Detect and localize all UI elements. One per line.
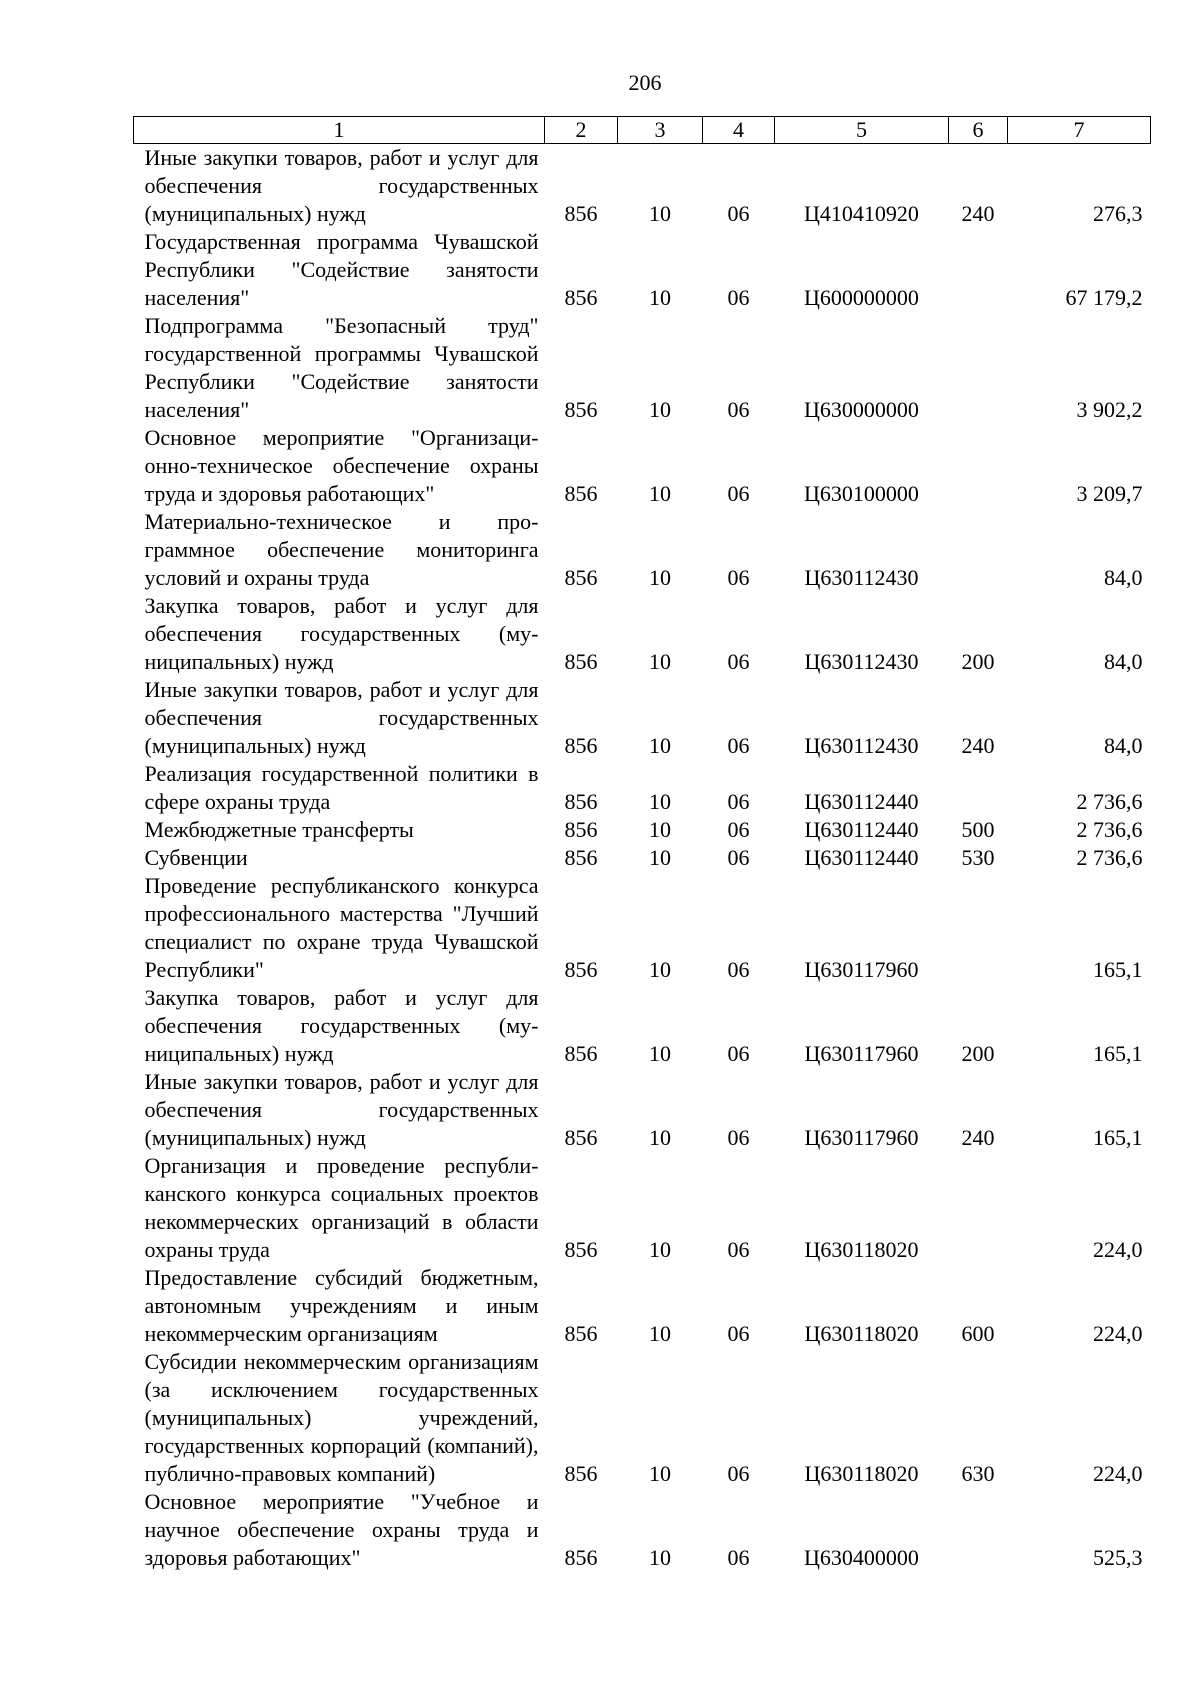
cell-amount: 67 179,2 xyxy=(1065,285,1143,310)
cell-target-article: Ц630117960 xyxy=(804,1125,919,1150)
cell-subsection: 06 xyxy=(727,285,750,310)
cell-subsection: 06 xyxy=(727,1545,750,1570)
cell-subsection: 06 xyxy=(727,1461,750,1486)
table-row xyxy=(134,1152,1151,1264)
cell-ministry-code: 856 xyxy=(564,1321,598,1346)
cell-expense-type: 240 xyxy=(961,201,995,226)
cell-expense-type xyxy=(949,760,1008,816)
cell-subsection: 06 xyxy=(727,1237,750,1262)
cell-amount: 2 736,6 xyxy=(1076,789,1143,814)
cell-section: 10 xyxy=(649,397,671,422)
table-row xyxy=(134,760,1151,816)
cell-amount: 165,1 xyxy=(1093,957,1143,982)
header-col-7: 7 xyxy=(1008,117,1151,144)
item-name: Основное мероприятие "Учебное и научное обеспечение охраны труда и здоровья работающих" xyxy=(144,1489,539,1570)
cell-section: 10 xyxy=(649,733,671,758)
cell-amount: 165,1 xyxy=(1093,1125,1143,1150)
table-row xyxy=(134,508,1151,592)
cell-target-article: Ц630112430 xyxy=(804,649,919,674)
budget-table xyxy=(133,116,1151,1572)
cell-section: 10 xyxy=(649,201,671,226)
cell-ministry-code: 856 xyxy=(564,481,598,506)
cell-section: 10 xyxy=(649,1237,671,1262)
cell-subsection: 06 xyxy=(727,817,750,842)
cell-expense-type: 500 xyxy=(961,817,995,842)
cell-subsection: 06 xyxy=(727,649,750,674)
cell-ministry-code: 856 xyxy=(564,1545,598,1570)
cell-ministry-code: 856 xyxy=(564,845,598,870)
table-row xyxy=(134,1488,1151,1572)
cell-expense-type xyxy=(949,312,1008,424)
cell-target-article: Ц630112430 xyxy=(804,733,919,758)
item-name: Подпрограмма "Безопасный труд" государственной программы Чувашской Республики "Содействие занятости населения" xyxy=(144,313,539,422)
cell-section: 10 xyxy=(649,817,671,842)
table-row xyxy=(134,592,1151,676)
cell-amount: 224,0 xyxy=(1093,1321,1143,1346)
cell-amount: 84,0 xyxy=(1104,733,1143,758)
cell-amount: 165,1 xyxy=(1093,1041,1143,1066)
table-row xyxy=(134,1264,1151,1348)
cell-subsection: 06 xyxy=(727,397,750,422)
cell-target-article: Ц630400000 xyxy=(804,1545,919,1570)
cell-target-article: Ц630117960 xyxy=(804,1041,919,1066)
cell-section: 10 xyxy=(649,1461,671,1486)
cell-subsection: 06 xyxy=(727,733,750,758)
cell-ministry-code: 856 xyxy=(564,1461,598,1486)
item-name: Иные закупки товаров, работ и услуг для обеспечения государственных (муниципальных) нужд xyxy=(144,145,539,226)
item-name: Субсидии некоммерческим организациям (за исключением государственных (муниципальных) учреждений, государственных корпораций (компаний), публично-правовых компаний) xyxy=(144,1349,539,1486)
cell-section: 10 xyxy=(649,957,671,982)
cell-target-article: Ц630100000 xyxy=(804,481,919,506)
item-name: Материально-техническое и программное обеспечение мониторинга условий и охраны труда xyxy=(144,509,539,590)
cell-expense-type xyxy=(949,872,1008,984)
cell-target-article: Ц630112430 xyxy=(804,565,919,590)
cell-target-article: Ц600000000 xyxy=(804,285,919,310)
table-row xyxy=(134,228,1151,312)
cell-ministry-code: 856 xyxy=(564,201,598,226)
item-name: Закупка товаров, работ и услуг для обеспечения государственных (муниципальных) нужд xyxy=(144,593,539,674)
header-row xyxy=(134,117,1151,144)
cell-expense-type: 630 xyxy=(961,1461,995,1486)
item-name: Основное мероприятие "Организационно-техническое обеспечение охраны труда и здоровья работающих" xyxy=(144,425,539,506)
cell-amount: 3 209,7 xyxy=(1076,481,1143,506)
cell-ministry-code: 856 xyxy=(564,1041,598,1066)
cell-target-article: Ц630112440 xyxy=(804,817,919,842)
cell-subsection: 06 xyxy=(727,957,750,982)
cell-section: 10 xyxy=(649,1041,671,1066)
table-row xyxy=(134,424,1151,508)
table-row xyxy=(134,1348,1151,1488)
table-row xyxy=(134,816,1151,844)
item-name: Субвенции xyxy=(144,845,248,870)
cell-target-article: Ц630118020 xyxy=(804,1237,919,1262)
item-name: Государственная программа Чувашской Республики "Содействие занятости населения" xyxy=(144,229,539,310)
item-name: Организация и проведение республиканского конкурса социальных проектов некоммерческих организаций в области охраны труда xyxy=(144,1153,539,1262)
cell-section: 10 xyxy=(649,1321,671,1346)
table-row xyxy=(134,844,1151,872)
cell-target-article: Ц630112440 xyxy=(804,845,919,870)
cell-expense-type xyxy=(949,228,1008,312)
cell-expense-type xyxy=(949,1152,1008,1264)
cell-subsection: 06 xyxy=(727,1125,750,1150)
cell-amount: 224,0 xyxy=(1093,1461,1143,1486)
cell-ministry-code: 856 xyxy=(564,789,598,814)
table-row xyxy=(134,144,1151,229)
table-row xyxy=(134,676,1151,760)
cell-section: 10 xyxy=(649,649,671,674)
cell-subsection: 06 xyxy=(727,845,750,870)
cell-amount: 84,0 xyxy=(1104,565,1143,590)
cell-section: 10 xyxy=(649,285,671,310)
cell-subsection: 06 xyxy=(727,789,750,814)
cell-subsection: 06 xyxy=(727,565,750,590)
cell-ministry-code: 856 xyxy=(564,565,598,590)
cell-target-article: Ц410410920 xyxy=(804,201,919,226)
item-name: Иные закупки товаров, работ и услуг для обеспечения государственных (муниципальных) нужд xyxy=(144,1069,539,1150)
table-row xyxy=(134,312,1151,424)
item-name: Межбюджетные трансферты xyxy=(144,817,414,842)
cell-section: 10 xyxy=(649,481,671,506)
cell-subsection: 06 xyxy=(727,1041,750,1066)
cell-expense-type: 600 xyxy=(961,1321,995,1346)
cell-subsection: 06 xyxy=(727,201,750,226)
cell-target-article: Ц630118020 xyxy=(804,1461,919,1486)
cell-expense-type: 200 xyxy=(961,649,995,674)
cell-target-article: Ц630000000 xyxy=(804,397,919,422)
cell-expense-type: 200 xyxy=(961,1041,995,1066)
cell-expense-type xyxy=(949,508,1008,592)
header-col-1: 1 xyxy=(134,117,545,144)
item-name: Иные закупки товаров, работ и услуг для обеспечения государственных (муниципальных) нужд xyxy=(144,677,539,758)
cell-target-article: Ц630117960 xyxy=(804,957,919,982)
page-number: 206 xyxy=(628,70,662,95)
cell-expense-type: 240 xyxy=(961,1125,995,1150)
cell-expense-type: 530 xyxy=(961,845,995,870)
cell-amount: 84,0 xyxy=(1104,649,1143,674)
cell-section: 10 xyxy=(649,845,671,870)
item-name: Реализация государственной политики в сфере охраны труда xyxy=(144,761,539,814)
cell-expense-type: 240 xyxy=(961,733,995,758)
cell-subsection: 06 xyxy=(727,481,750,506)
table-body xyxy=(134,144,1151,1573)
cell-section: 10 xyxy=(649,1125,671,1150)
cell-ministry-code: 856 xyxy=(564,285,598,310)
cell-ministry-code: 856 xyxy=(564,397,598,422)
table-row xyxy=(134,872,1151,984)
header-col-4: 4 xyxy=(703,117,775,144)
cell-expense-type xyxy=(949,424,1008,508)
cell-amount: 276,3 xyxy=(1093,201,1143,226)
cell-amount: 3 902,2 xyxy=(1076,397,1143,422)
table-row xyxy=(134,1068,1151,1152)
cell-section: 10 xyxy=(649,1545,671,1570)
cell-expense-type xyxy=(949,1488,1008,1572)
header-col-3: 3 xyxy=(618,117,703,144)
item-name: Предоставление субсидий бюджетным, автономным учреждениям и иным некоммерческим организациям xyxy=(144,1265,539,1346)
cell-ministry-code: 856 xyxy=(564,649,598,674)
cell-amount: 525,3 xyxy=(1093,1545,1143,1570)
table-header xyxy=(134,117,1151,144)
cell-subsection: 06 xyxy=(727,1321,750,1346)
item-name: Закупка товаров, работ и услуг для обеспечения государственных (муниципальных) нужд xyxy=(144,985,539,1066)
cell-section: 10 xyxy=(649,565,671,590)
cell-amount: 2 736,6 xyxy=(1076,817,1143,842)
cell-target-article: Ц630112440 xyxy=(804,789,919,814)
cell-section: 10 xyxy=(649,789,671,814)
item-name: Проведение республиканского конкурса профессионального мастерства "Лучший специалист по охране труда Чувашской Республики" xyxy=(144,873,539,982)
cell-amount: 224,0 xyxy=(1093,1237,1143,1262)
table-row xyxy=(134,984,1151,1068)
cell-ministry-code: 856 xyxy=(564,957,598,982)
header-col-5: 5 xyxy=(775,117,949,144)
cell-target-article: Ц630118020 xyxy=(804,1321,919,1346)
header-col-6: 6 xyxy=(949,117,1008,144)
cell-ministry-code: 856 xyxy=(564,1237,598,1262)
cell-ministry-code: 856 xyxy=(564,733,598,758)
cell-ministry-code: 856 xyxy=(564,817,598,842)
cell-amount: 2 736,6 xyxy=(1076,845,1143,870)
header-col-2: 2 xyxy=(545,117,618,144)
cell-ministry-code: 856 xyxy=(564,1125,598,1150)
